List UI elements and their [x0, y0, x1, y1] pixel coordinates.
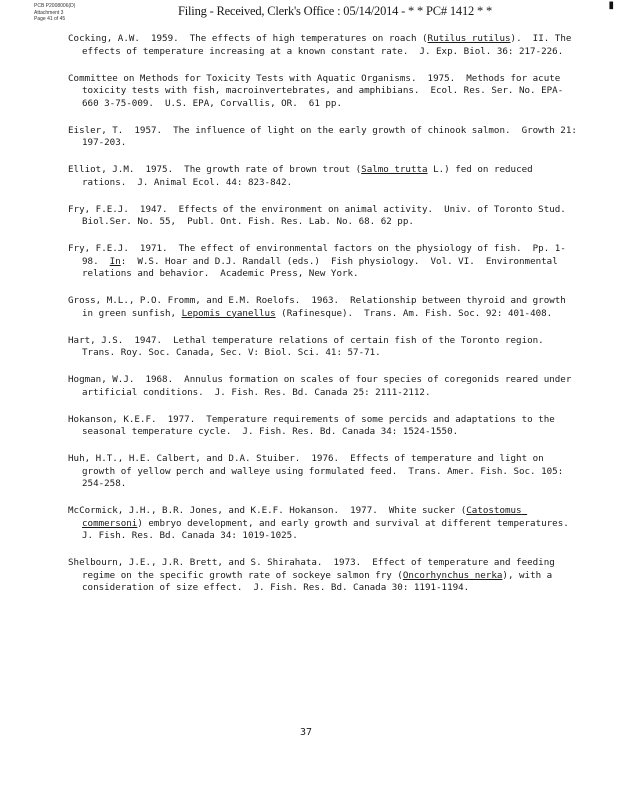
ref-text: Gross, M.L., P.O. Fromm, and E.M. Roelofs. 1963. Relationship between thyroid and growth in green sunfish,: [68, 295, 572, 319]
reference-entry: [68, 243, 578, 281]
ref-text: McCormick, J.H., B.R. Jones, and K.E.F. Hokanson. 1977. White sucker (: [68, 505, 467, 516]
ref-text: Shelbourn, J.E., J.R. Brett, and S. Shirahata. 1973. Effect of temperature and feeding regime on the specific growth rate of sockeye salmon fry (: [68, 557, 561, 581]
ref-text: Hart, J.S. 1947. Lethal temperature relations of certain fish of the Toronto region. Trans. Roy. Soc. Canada, Sec. V: Biol. Sci. 41: 57-71.: [68, 334, 555, 358]
reference-entry: [68, 505, 578, 543]
ref-scientific-name: Salmo trutta: [361, 164, 428, 175]
ref-scientific-name: Lepomis cyanellus: [181, 307, 276, 319]
stamp-meta-line: Page 41 of 45: [34, 16, 66, 22]
ref-text: Cocking, A.W. 1959. The effects of high temperatures on roach (: [68, 33, 428, 44]
ref-text: Committee on Methods for Toxicity Tests with Aquatic Organisms. 1975. Methods for acute toxicity tests with fish, macroinvertebrates, and amphibians. Ecol. Res. Ser. No. EPA-660 3-75-009. U.S. EPA, Corvallis, OR. 61 pp.: [68, 72, 566, 109]
stamp-meta-line: PCB P2008006(D): [34, 3, 76, 9]
page-number: 37: [300, 727, 313, 738]
corner-marker-icon: ▮: [608, 0, 614, 11]
filing-stamp-header: Filing - Received, Clerk's Office : 05/14/2014 - * * PC# 1412 * *: [178, 4, 492, 18]
ref-text: : W.S. Hoar and D.J. Randall (eds.) Fish physiology. Vol. VI. Environmental relations and behavior. Academic Press, New York.: [82, 255, 564, 279]
reference-entry: [68, 557, 578, 595]
reference-entry: [68, 124, 583, 150]
ref-text: ). II. The effects of temperature increasing at a known constant rate. J. Exp. Biol. 36: 217-226.: [82, 33, 577, 57]
reference-entry: [68, 204, 578, 229]
ref-text: ) embryo development, and early growth and survival at different temperatures. J. Fish. Res. Bd. Canada 34: 1019-1025.: [82, 517, 580, 541]
ref-scientific-name: In: [109, 255, 121, 267]
filing-stamp-meta: [34, 3, 75, 23]
ref-text: Hogman, W.J. 1968. Annulus formation on scales of four species of coregonids reared under artificial conditions. J. Fish. Res. Bd. Canada 25: 2111-2112.: [68, 374, 577, 398]
ref-text: Elliot, J.M. 1975. The growth rate of brown trout (: [68, 164, 362, 175]
ref-text: Eisler, T. 1957. The influence of light on the early growth of chinook salmon. Growth 21: 197-203.: [68, 124, 583, 148]
ref-text: Fry, F.E.J. 1947. Effects of the environment on animal activity. Univ. of Toronto Stud. Biol.Ser. No. 55, Publ. Ont. Fish. Res. Lab. No. 68. 62 pp.: [68, 203, 572, 227]
ref-scientific-name: Oncorhynchus nerka: [402, 569, 503, 581]
reference-list: [68, 33, 583, 609]
ref-text: Fry, F.E.J. 1971. The effect of environmental factors on the physiology of fish. Pp. 1-98.: [68, 243, 566, 267]
reference-entry: [68, 374, 578, 399]
ref-text: L.) fed on reduced rations. J. Animal Ecol. 44: 823-842.: [82, 164, 539, 188]
reference-entry: [68, 335, 578, 360]
ref-text: ), with a consideration of size effect. J. Fish. Res. Bd. Canada 30: 1191-1194.: [82, 569, 558, 593]
reference-entry: [68, 295, 578, 320]
reference-entry: [68, 73, 578, 111]
reference-entry: [68, 414, 578, 439]
ref-text: Huh, H.T., H.E. Calbert, and D.A. Stuiber. 1976. Effects of temperature and light on growth of yellow perch and walleye using formulated feed. Trans. Amer. Fish. Soc. 105: 254-258.: [68, 453, 569, 489]
ref-scientific-name: Catostomus commersoni: [82, 505, 528, 529]
ref-scientific-name: Rutilus rutilus: [427, 33, 511, 44]
stamp-meta-line: Attachment 3: [34, 9, 64, 16]
reference-entry: [68, 164, 578, 189]
ref-text: (Rafinesque). Trans. Am. Fish. Soc. 92: 401-408.: [275, 307, 553, 319]
reference-entry: [68, 453, 578, 491]
ref-text: Hokanson, K.E.F. 1977. Temperature requirements of some percids and adaptations to the seasonal temperature cycle. J. Fish. Res. Bd. Canada 34: 1524-1550.: [68, 413, 561, 437]
reference-entry: [68, 33, 578, 58]
